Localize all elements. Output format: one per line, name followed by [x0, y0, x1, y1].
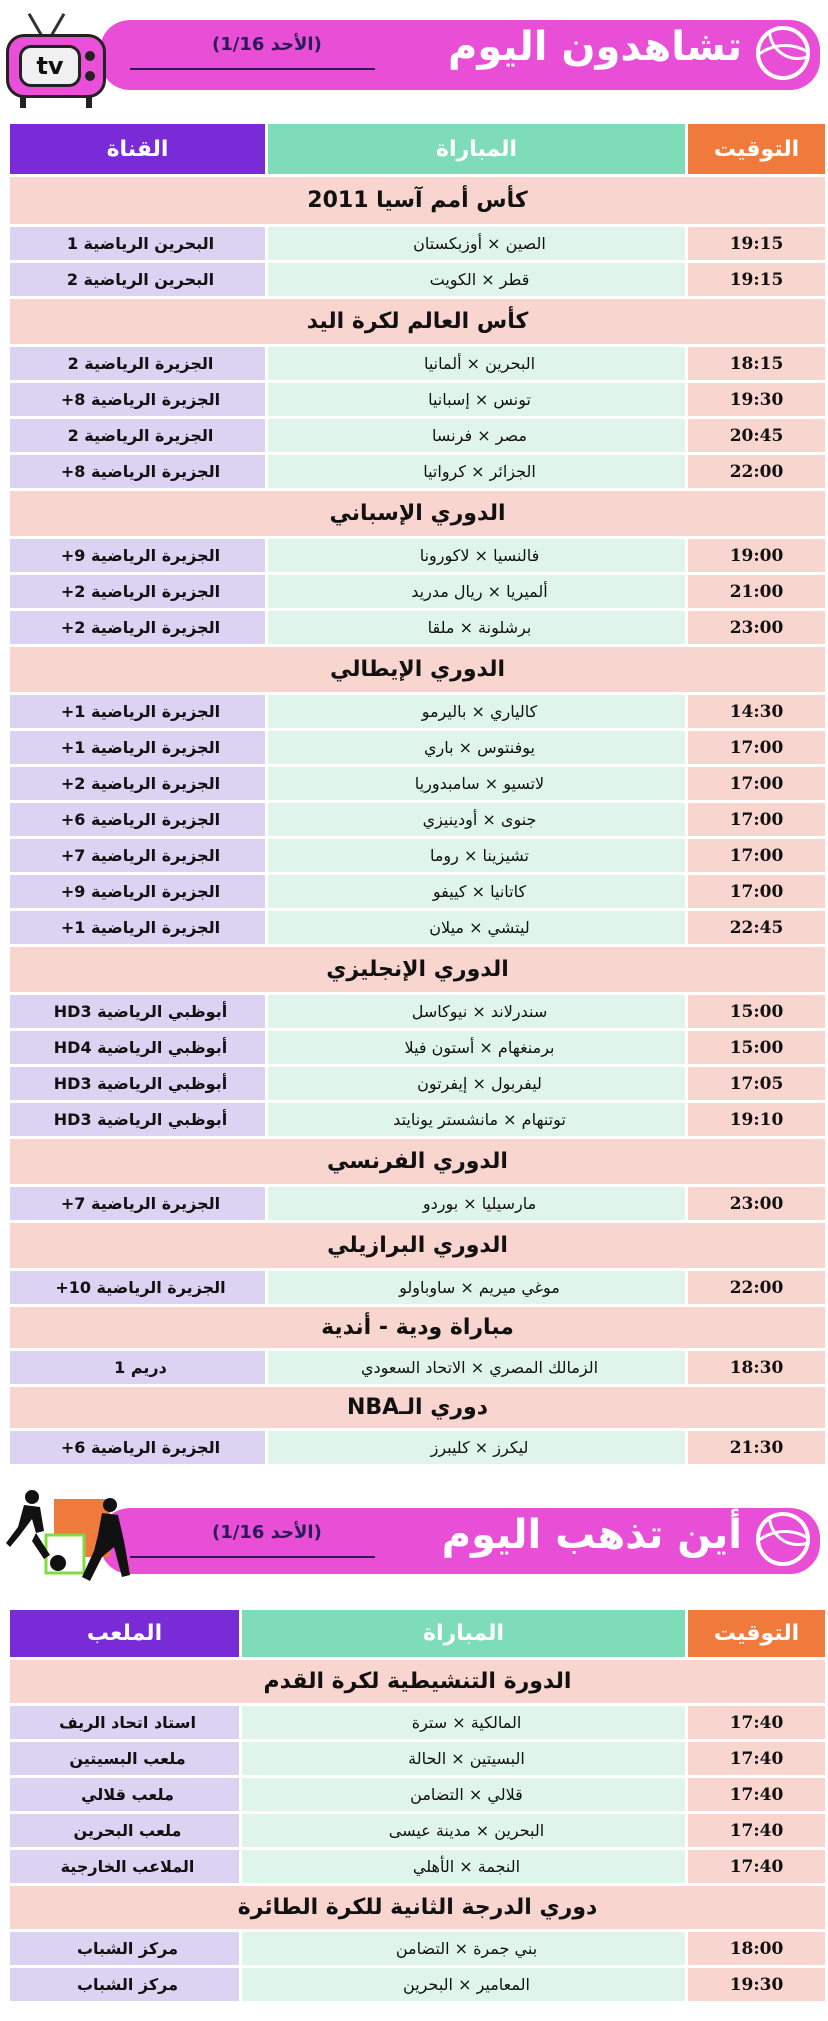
channel-cell: الجزيرة الرياضية 9+: [10, 875, 268, 911]
match-cell: ليكرز × كليبرز: [268, 1431, 688, 1467]
table-row: [10, 1968, 825, 2004]
match-cell: ليتشي × ميلان: [268, 911, 688, 947]
channel-cell: الجزيرة الرياضية 2+: [10, 611, 268, 647]
table-row: [10, 1706, 825, 1742]
match-cell: الزمالك المصري × الاتحاد السعودي: [268, 1351, 688, 1387]
match-cell: يوفنتوس × باري: [268, 731, 688, 767]
section-title: مباراة ودية - أندية: [10, 1307, 825, 1351]
match-cell: كاتانيا × كييفو: [268, 875, 688, 911]
tv-label: tv: [19, 45, 81, 87]
header-time: التوقيت: [688, 124, 825, 177]
time-cell: 17:05: [688, 1067, 825, 1103]
time-cell: 22:00: [688, 455, 825, 491]
table-row: [10, 227, 825, 263]
globe-logo-icon: [756, 1512, 810, 1566]
channel-cell: الجزيرة الرياضية 8+: [10, 455, 268, 491]
time-cell: 21:30: [688, 1431, 825, 1467]
table-row: [10, 1103, 825, 1139]
table-row: [10, 1031, 825, 1067]
time-cell: 19:10: [688, 1103, 825, 1139]
go-date: (الأحد 1/16): [212, 1522, 322, 1543]
time-cell: 17:00: [688, 731, 825, 767]
go-title-bar: [100, 1508, 820, 1574]
watch-title-bar: [100, 20, 820, 90]
date-underline: [130, 1556, 375, 1558]
channel-cell: الجزيرة الرياضية 6+: [10, 803, 268, 839]
table-row: [10, 1431, 825, 1467]
channel-cell: الجزيرة الرياضية 2+: [10, 575, 268, 611]
table-row: [10, 767, 825, 803]
table-row: [10, 995, 825, 1031]
match-cell: توتنهام × مانشستر يونايتد: [268, 1103, 688, 1139]
time-cell: 19:00: [688, 539, 825, 575]
channel-cell: دريم 1: [10, 1351, 268, 1387]
match-cell: البحرين × ألمانيا: [268, 347, 688, 383]
match-cell: الجزائر × كرواتيا: [268, 455, 688, 491]
section-title: الدوري الفرنسي: [10, 1139, 825, 1187]
table-row: [10, 1351, 825, 1387]
table-row: [10, 1850, 825, 1886]
match-cell: المعامير × البحرين: [242, 1968, 688, 2004]
time-cell: 17:00: [688, 803, 825, 839]
watch-schedule-table: [10, 124, 825, 1467]
time-cell: 17:00: [688, 839, 825, 875]
table-row: [10, 455, 825, 491]
match-cell: برشلونة × ملقا: [268, 611, 688, 647]
table-row: [10, 839, 825, 875]
time-cell: 17:00: [688, 875, 825, 911]
channel-cell: الجزيرة الرياضية 2: [10, 419, 268, 455]
time-cell: 19:15: [688, 227, 825, 263]
section-title: الدورة التنشيطية لكرة القدم: [10, 1660, 825, 1706]
match-cell: الصين × أوزبكستان: [268, 227, 688, 263]
header-match: المباراة: [242, 1610, 688, 1660]
table-row: [10, 611, 825, 647]
table-row: [10, 911, 825, 947]
section-title: الدوري الإيطالي: [10, 647, 825, 695]
time-cell: 17:40: [688, 1850, 825, 1886]
channel-cell: الجزيرة الرياضية 8+: [10, 383, 268, 419]
table-row: [10, 731, 825, 767]
table-row: [10, 1187, 825, 1223]
time-cell: 17:40: [688, 1742, 825, 1778]
section-title: الدوري الإنجليزي: [10, 947, 825, 995]
watch-banner: [0, 8, 828, 108]
table-row: [10, 539, 825, 575]
channel-cell: الجزيرة الرياضية 9+: [10, 539, 268, 575]
channel-cell: الجزيرة الرياضية 1+: [10, 731, 268, 767]
venue-cell: استاد اتحاد الريف: [10, 1706, 242, 1742]
match-cell: لاتسيو × سامبدوريا: [268, 767, 688, 803]
table-row: [10, 803, 825, 839]
venue-cell: ملعب البحرين: [10, 1814, 242, 1850]
match-cell: قطر × الكويت: [268, 263, 688, 299]
section-title: كأس أمم آسيا 2011: [10, 177, 825, 227]
table-row: [10, 263, 825, 299]
match-cell: سندرلاند × نيوكاسل: [268, 995, 688, 1031]
table-row: [10, 1932, 825, 1968]
time-cell: 17:40: [688, 1706, 825, 1742]
watch-date: (الأحد 1/16): [212, 34, 322, 55]
channel-cell: الجزيرة الرياضية 10+: [10, 1271, 268, 1307]
go-title: أين تذهب اليوم: [441, 1512, 742, 1558]
channel-cell: الجزيرة الرياضية 2: [10, 347, 268, 383]
date-underline: [130, 68, 375, 70]
channel-cell: الجزيرة الرياضية 1+: [10, 695, 268, 731]
venue-cell: ملعب البسيتين: [10, 1742, 242, 1778]
channel-cell: الجزيرة الرياضية 2+: [10, 767, 268, 803]
section-title: دوري الدرجة الثانية للكرة الطائرة: [10, 1886, 825, 1932]
time-cell: 18:30: [688, 1351, 825, 1387]
table-row: [10, 1271, 825, 1307]
header-venue: الملعب: [10, 1610, 242, 1660]
match-cell: برمنغهام × أستون فيلا: [268, 1031, 688, 1067]
time-cell: 17:40: [688, 1778, 825, 1814]
channel-cell: البحرين الرياضية 2: [10, 263, 268, 299]
table-row: [10, 875, 825, 911]
venue-cell: مركز الشباب: [10, 1968, 242, 2004]
match-cell: تونس × إسبانيا: [268, 383, 688, 419]
match-cell: فالنسيا × لاكورونا: [268, 539, 688, 575]
channel-cell: أبوظبي الرياضية HD3: [10, 1103, 268, 1139]
time-cell: 14:30: [688, 695, 825, 731]
match-cell: المالكية × سترة: [242, 1706, 688, 1742]
globe-logo-icon: [756, 26, 810, 80]
channel-cell: الجزيرة الرياضية 7+: [10, 839, 268, 875]
time-cell: 22:00: [688, 1271, 825, 1307]
match-cell: تشيزينا × روما: [268, 839, 688, 875]
header-time: التوقيت: [688, 1610, 825, 1660]
table-row: [10, 419, 825, 455]
table-row: [10, 347, 825, 383]
table-row: [10, 1742, 825, 1778]
section-title: الدوري الإسباني: [10, 491, 825, 539]
match-cell: ليفربول × إيفرتون: [268, 1067, 688, 1103]
match-cell: مصر × فرنسا: [268, 419, 688, 455]
match-cell: جنوى × أودينيزي: [268, 803, 688, 839]
match-cell: النجمة × الأهلي: [242, 1850, 688, 1886]
time-cell: 22:45: [688, 911, 825, 947]
match-cell: ألميريا × ريال مدريد: [268, 575, 688, 611]
channel-cell: أبوظبي الرياضية HD4: [10, 1031, 268, 1067]
table-row: [10, 383, 825, 419]
venue-cell: ملعب قلالي: [10, 1778, 242, 1814]
watch-title: تشاهدون اليوم: [448, 24, 742, 70]
time-cell: 23:00: [688, 611, 825, 647]
football-players-icon: [6, 1485, 136, 1585]
section-title: كأس العالم لكرة اليد: [10, 299, 825, 347]
channel-cell: الجزيرة الرياضية 7+: [10, 1187, 268, 1223]
match-cell: مارسيليا × بوردو: [268, 1187, 688, 1223]
channel-cell: البحرين الرياضية 1: [10, 227, 268, 263]
channel-cell: أبوظبي الرياضية HD3: [10, 995, 268, 1031]
table-row: [10, 575, 825, 611]
time-cell: 15:00: [688, 995, 825, 1031]
time-cell: 21:00: [688, 575, 825, 611]
channel-cell: الجزيرة الرياضية 1+: [10, 911, 268, 947]
channel-cell: أبوظبي الرياضية HD3: [10, 1067, 268, 1103]
match-cell: بني جمرة × التضامن: [242, 1932, 688, 1968]
match-cell: كالياري × باليرمو: [268, 695, 688, 731]
time-cell: 19:15: [688, 263, 825, 299]
section-title: الدوري البرازيلي: [10, 1223, 825, 1271]
match-cell: قلالي × التضامن: [242, 1778, 688, 1814]
time-cell: 23:00: [688, 1187, 825, 1223]
time-cell: 18:00: [688, 1932, 825, 1968]
time-cell: 17:40: [688, 1814, 825, 1850]
venue-cell: الملاعب الخارجية: [10, 1850, 242, 1886]
table-row: [10, 1814, 825, 1850]
venue-cell: مركز الشباب: [10, 1932, 242, 1968]
table-row: [10, 1067, 825, 1103]
match-cell: البحرين × مدينة عيسى: [242, 1814, 688, 1850]
time-cell: 18:15: [688, 347, 825, 383]
table-row: [10, 1778, 825, 1814]
go-schedule-table: [10, 1610, 825, 2004]
channel-cell: الجزيرة الرياضية 6+: [10, 1431, 268, 1467]
time-cell: 17:00: [688, 767, 825, 803]
header-channel: القناة: [10, 124, 268, 177]
table-row: [10, 695, 825, 731]
match-cell: موغي ميريم × ساوباولو: [268, 1271, 688, 1307]
header-match: المباراة: [268, 124, 688, 177]
time-cell: 15:00: [688, 1031, 825, 1067]
tv-icon: [6, 12, 116, 108]
time-cell: 20:45: [688, 419, 825, 455]
section-title: دوري الـNBA: [10, 1387, 825, 1431]
time-cell: 19:30: [688, 383, 825, 419]
match-cell: البسيتين × الحالة: [242, 1742, 688, 1778]
time-cell: 19:30: [688, 1968, 825, 2004]
